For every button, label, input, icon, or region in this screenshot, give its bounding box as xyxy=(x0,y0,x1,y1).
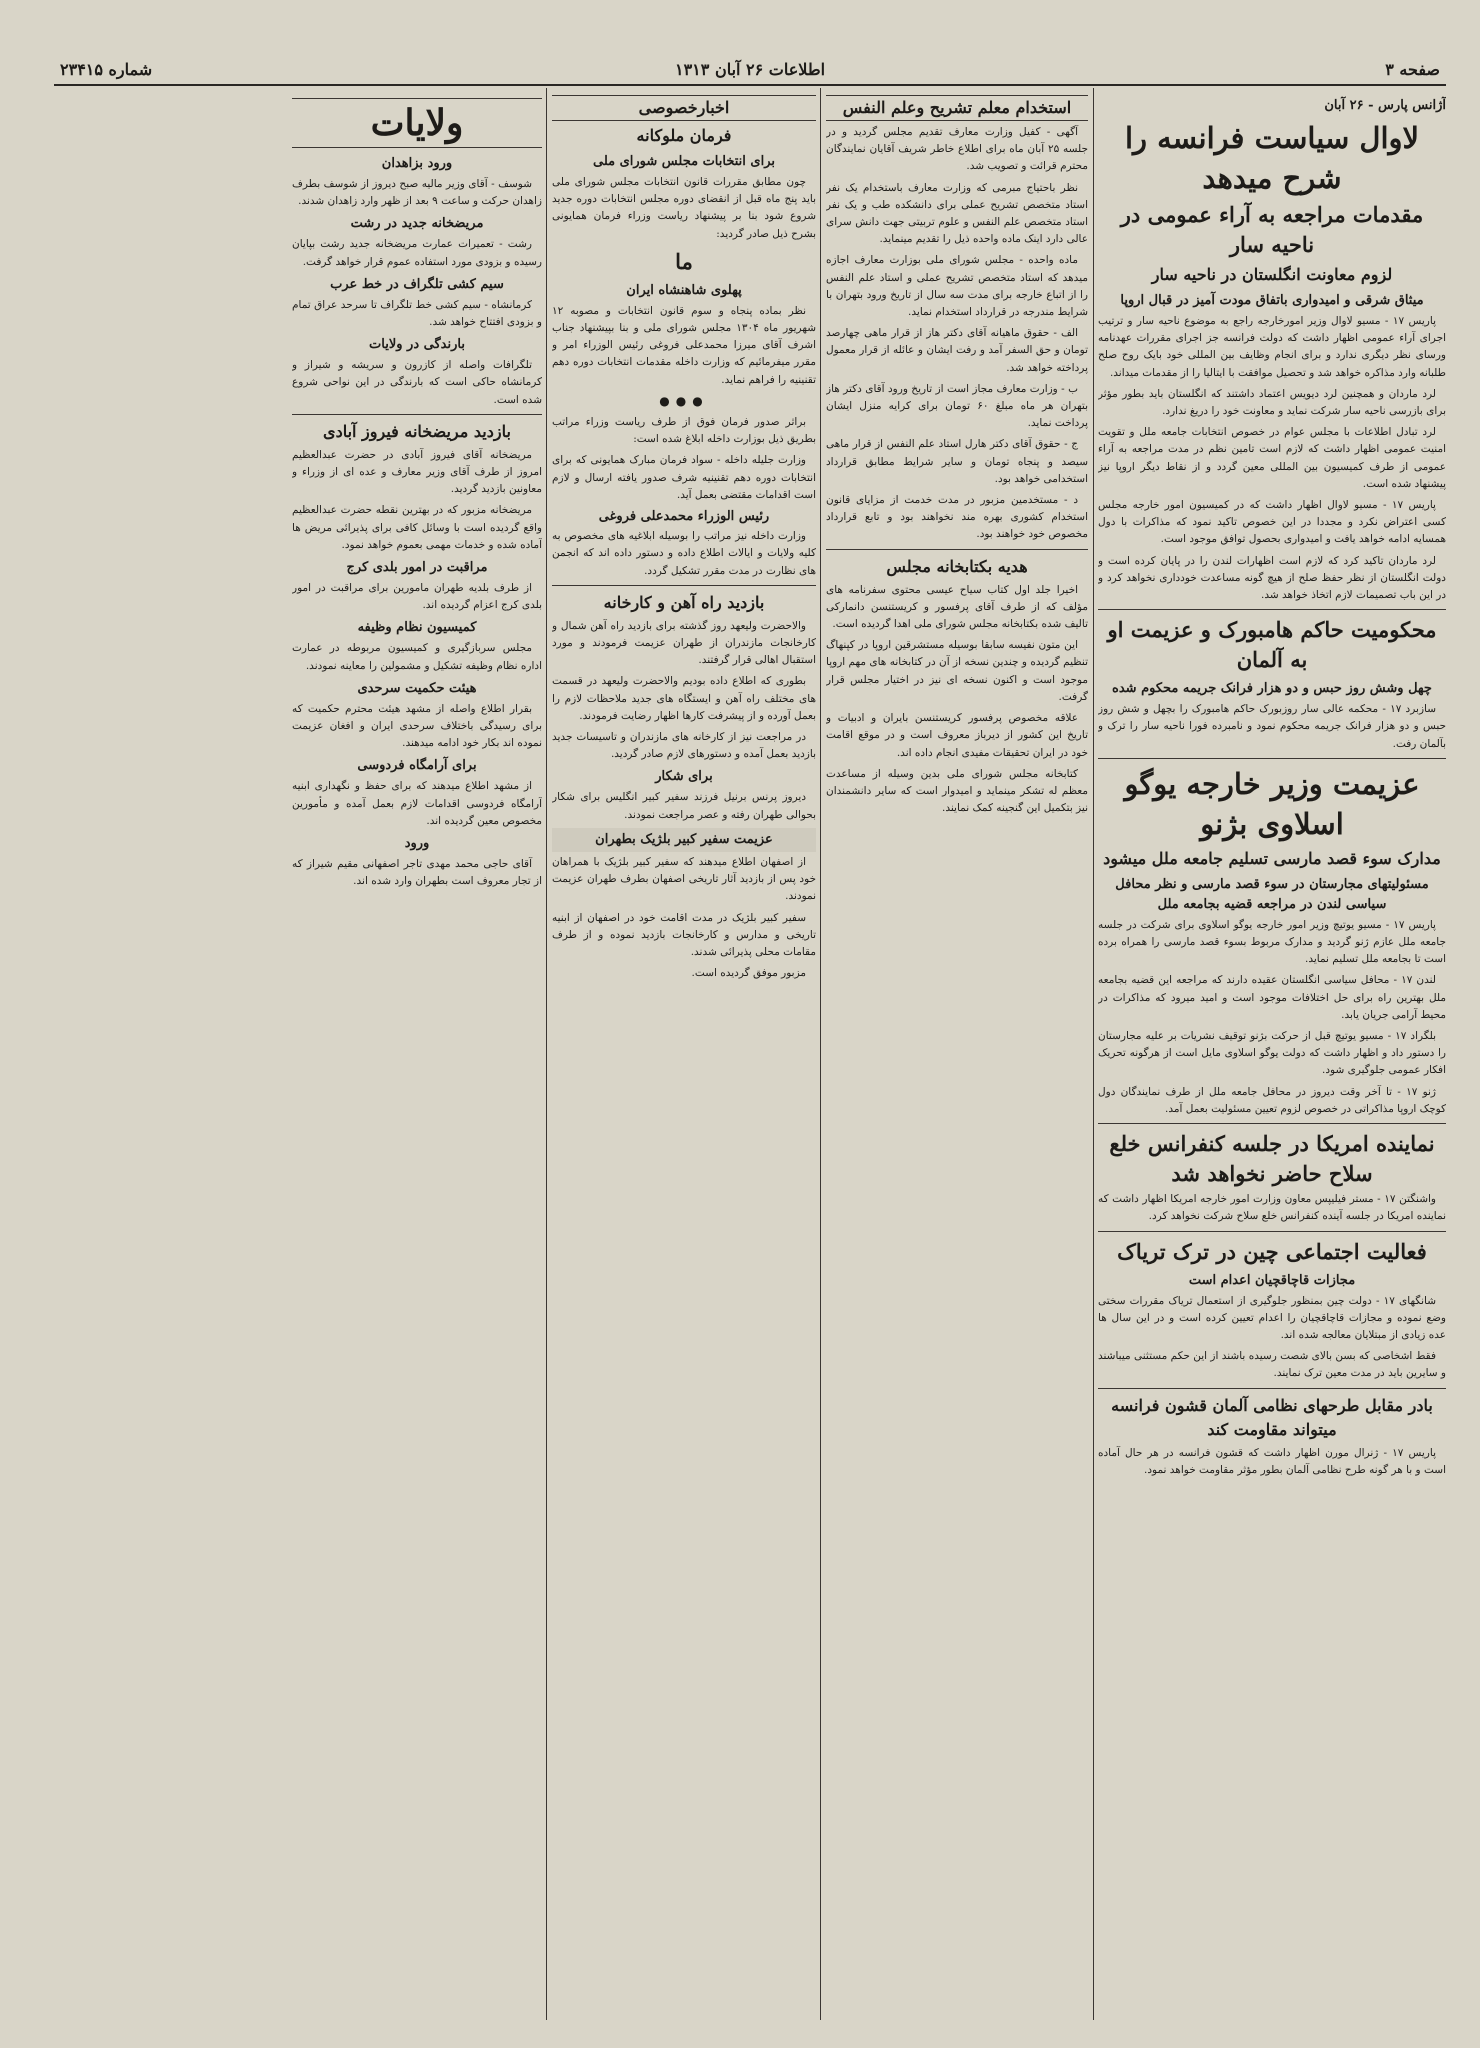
decree-ma: ما xyxy=(675,248,693,274)
article-paragraph: تلگرافات واصله از کازرون و سریشه و شیراز و کرمانشاه حاکی است که بارندگی در این نواحی شروع شده است. xyxy=(292,359,542,406)
article-paragraph: لرد ماردان تاکید کرد که لازم است اظهارات لندن را در پایان کرده است و دولت انگلستان از نظر حفظ صلح از هیچ گونه مساعدت خودداری نخواهد کرد و در این باب تصمیمات لازم اتخاذ خواهد شد. xyxy=(1098,554,1446,602)
article-paragraph: مریضخانه مزبور که در بهترین نقطه حضرت عبدالعظیم واقع گردیده است با وسائل کافی برای پذیرائی مریض ها آماده شده و خدمات مهمی بعموم خواهد نمود. xyxy=(292,504,542,551)
column-private-news xyxy=(552,92,816,2018)
section-provinces: ولایات xyxy=(292,98,542,148)
dateline: آژانس پارس - ۲۶ آبان xyxy=(1324,98,1446,113)
divider xyxy=(1098,1231,1446,1232)
headline-ferdowsi: برای آرامگاه فردوسی xyxy=(357,758,477,774)
headline-arrival: ورود xyxy=(404,836,430,852)
subhead-eastern-pact: میثاق شرقی و امیدواری باتفاق مودت آمیز در قبال اروپا xyxy=(1120,293,1424,308)
subhead-sentence: چهل وشش روز حبس و دو هزار فرانک جریمه محکوم شده xyxy=(1112,681,1432,697)
article-paragraph: بلگراد ۱۷ - مسیو یوتیچ قبل از حرکت بژنو توقیف نشریات بر علیه مجارستان را دستور داد و اظهار داشت که دولت یوگو اسلاوی مایل است از هرگونه تحریک افکار عمومی جلوگیری شود. xyxy=(1098,1030,1446,1077)
headline-french-army: بادر مقابل طرحهای نظامی آلمان قشون فرانسه میتواند مقاومت کند xyxy=(1111,1395,1433,1439)
page-number: صفحه ۳ xyxy=(1385,60,1440,79)
column-provinces xyxy=(292,92,542,2018)
article-paragraph: وزارت داخله نیز مراتب را بوسیله ابلاغیه های مخصوص به کلیه ولایات و ایالات اطلاع داده و دستور داده اند که انجمن های نظارت در مدت مقرر تشکیل گردد. xyxy=(552,530,816,577)
article-paragraph: آقای حاجی محمد مهدی تاجر اصفهانی مقیم شیراز که از تجار معروف است بطهران وارد شده اند. xyxy=(292,858,542,888)
article-paragraph: لندن ۱۷ - محافل سیاسی انگلستان عقیده دارند که مراجعه این قضیه بجامعه ملل بهترین راه برای حل اختلافات موجود است و امید میرود که مذاکرات در محیط آرامی جریان یابد. xyxy=(1098,974,1446,1021)
divider xyxy=(1098,1123,1446,1124)
subhead-elections: برای انتخابات مجلس شورای ملی xyxy=(592,154,775,169)
article-paragraph: از اصفهان اطلاع میدهند که سفیر کبیر بلژیک با همراهان خود پس از بازدید آثار تاریخی اصفهان بطرف طهران عزیمت نمودند. xyxy=(552,855,816,903)
column-rule xyxy=(546,88,547,2020)
headline-yugoslav: عزیمت وزیر خارجه یوگو اسلاوی بژنو xyxy=(1124,766,1420,841)
divider xyxy=(292,414,542,415)
article-paragraph: در مراجعت نیز از کارخانه های مازندران و تاسیسات جدید بازدید بعمل آمده و دستورهای لازم صادر گردید. xyxy=(552,731,816,761)
article-paragraph: سازبرد ۱۷ - محکمه عالی سار روزبورک حاکم هامبورک را بچهل و شش روز حبس و دو هزار فرانک جریمه محکوم نمود و نامبرده فورا ناحیه سار را ترک و بآلمان رفت. xyxy=(1098,703,1446,750)
decree-title: پهلوی شاهنشاه ایران xyxy=(626,282,742,298)
article-paragraph: سفیر کبیر بلژیک در مدت اقامت خود در اصفهان از ابنیه تاریخی و مدارس و کارخانجات بازدید نموده و از طرف مقامات محلی پذیرائی شدند. xyxy=(552,911,816,958)
article-paragraph: پاریس ۱۷ - مسیو یوتیچ وزیر امور خارجه یوگو اسلاوی برای شرکت در جلسه جامعه ملل عازم ژنو گردید و مدارک مربوط بسوء قصد مارسی را همراه برده است تا بجامعه ملل تسلیم نماید. xyxy=(1098,918,1446,966)
headline-china: فعالیت اجتماعی چین در ترک تریاک xyxy=(1117,1238,1427,1264)
ornament: ●●● xyxy=(659,393,709,408)
headline-royal-decree: فرمان ملوکانه xyxy=(636,126,732,145)
article-paragraph: براثر صدور فرمان فوق از طرف ریاست وزراء مراتب بطریق ذیل بوزارت داخله ابلاغ شده است: xyxy=(552,416,816,446)
article-paragraph: علاقه مخصوص پرفسور کریستنسن بایران و ادبیات و تاریخ این کشور از دیرباز معروف است و در موقع اقامت خود در ایران تحقیقات مفیدی انجام داده اند. xyxy=(826,712,1088,759)
divider xyxy=(826,549,1088,550)
masthead xyxy=(54,58,1446,86)
subhead-smugglers: مجازات قاچاقچیان اعدام است xyxy=(1188,1272,1356,1288)
divider xyxy=(1098,1388,1446,1389)
article-paragraph: آگهی - کفیل وزارت معارف تقدیم مجلس گردید و در جلسه ۲۵ آبان ماه برای اطلاع خاطر شریف آقایان نمایندگان محترم قرائت و تصویب شد. xyxy=(826,126,1088,173)
article-paragraph: کتابخانه مجلس شورای ملی بدین وسیله از مساعدت معظم له تشکر مینماید و امیدوار است که سایر دانشمندان نیز بتکمیل این گنجینه کمک نمایند. xyxy=(826,767,1088,815)
article-paragraph: ب - وزارت معارف مجاز است از تاریخ ورود آقای دکتر هاز بتهران هر ماه مبلغ ۶۰ تومان برای کرایه منزل ایشان پرداخت نماید. xyxy=(826,382,1088,430)
headline-rasht-hospital: مریضخانه جدید در رشت xyxy=(350,216,484,232)
article-paragraph: پاریس ۱۷ - ژنرال مورن اظهار داشت که قشون فرانسه در هر حال آماده است و با هر گونه طرح نظامی آلمان بطور مؤثر مقاومت خواهد نمود. xyxy=(1098,1446,1446,1476)
article-paragraph: فقط اشخاصی که بسن بالای شصت رسیده باشند از این حکم مستثنی میباشند و سایرین باید در مدت معین ترک نمایند. xyxy=(1098,1350,1446,1380)
headline-conscription: کمیسیون نظام وظیفه xyxy=(357,620,477,636)
article-paragraph: مزبور موفق گردیده است. xyxy=(691,967,806,980)
headline-telegraph: سیم کشی تلگراف در خط عرب xyxy=(330,276,504,292)
headline-firuzabadi-hospital: بازدید مریضخانه فیروز آبادی xyxy=(323,421,511,441)
headline-hunting: برای شکار xyxy=(655,769,713,785)
headline-karaj: مراقبت در امور بلدی کرج xyxy=(346,560,488,576)
divider xyxy=(1098,609,1446,610)
column-education xyxy=(826,92,1088,2018)
article-paragraph: بطوری که اطلاع داده بودیم والاحضرت ولیعهد در قسمت های مختلف راه آهن و ایستگاه های جدید ملاحظات لازم را بعمل آورده و از پیشرفت کارها اظهار رضایت فرمودند. xyxy=(552,675,816,722)
signature: رئیس الوزراء محمدعلی فروغی xyxy=(598,509,770,525)
headline-rainfall: بارندگی در ولایات xyxy=(369,337,465,353)
article-paragraph: مریضخانه آقای فیروز آبادی در حضرت عبدالعظیم امروز از طرف آقای وزیر معارف و عده ای از وزراء و معاونین بازدید گردید. xyxy=(292,448,542,496)
article-paragraph: شانگهای ۱۷ - دولت چین بمنظور جلوگیری از استعمال تریاک مقررات سختی وضع نموده و مجازات قاچاقچیان را اعدام تعیین کرده است و در این سال ها عده زیادی از مبتلایان معالجه شده اند. xyxy=(1098,1294,1446,1341)
headline-hamburg: محکومیت حاکم هامبورک و عزیمت او به آلمان xyxy=(1107,617,1437,673)
headline-railway: بازدید راه آهن و کارخانه xyxy=(603,592,765,612)
article-paragraph: بقرار اطلاع واصله از مشهد هیئت محترم حکمیت که برای رسیدگی باختلاف سرحدی ایران و افغان عزیمت نموده اند بکار خود ادامه میدهند. xyxy=(292,702,542,750)
subhead-hungary: مسئولیتهای مجارستان در سوء قصد مارسی و نظر محافل سیاسی لندن در مراجعه قضیه بجامعه ملل xyxy=(1115,876,1429,912)
article-paragraph: کرمانشاه - سیم کشی خط تلگراف تا سرحد عراق تمام و بزودی افتتاح خواهد شد. xyxy=(292,298,542,329)
article-paragraph: ژنو ۱۷ - تا آخر وقت دیروز در محافل جامعه ملل از طرف نمایندگان دول کوچک اروپا مذاکراتی در خصوص لزوم تعیین مسئولیت بعمل آمد. xyxy=(1098,1085,1446,1115)
headline-laval: لاوال سیاست فرانسه را شرح میدهد xyxy=(1124,121,1420,195)
article-paragraph: نظر باحتیاج مبرمی که وزارت معارف باستخدام یک نفر استاد متخصص تشریح عملی برای دانشکده طب و یک نفر استاد متخصص علم النفس و علوم تربیتی جهت دانش سرای عالی دارد اینک ماده واحده ذیل را تقدیم مینماید. xyxy=(826,181,1088,246)
column-rule xyxy=(820,88,821,2020)
article-paragraph: واشنگتن ۱۷ - مستر فیلیپس معاون وزارت امور خارجه امریکا اظهار داشت که نماینده امریکا در جلسه آینده کنفرانس خلع سلاح شرکت نخواهد کرد. xyxy=(1098,1193,1446,1223)
divider xyxy=(1098,758,1446,759)
article-paragraph: چون مطابق مقررات قانون انتخابات مجلس شورای ملی باید پنج ماه قبل از انقضای دوره مجلس انتخابات دوره جدید شروع شود بنا بر پیشنهاد ریاست وزراء فرمان همایونی بشرح ذیل صادر گردید: xyxy=(552,176,816,240)
article-paragraph: د - مستخدمین مزبور در مدت خدمت از مزایای قانون استخدام کشوری بهره مند نخواهند بود و تابع قرارداد مخصوص خود خواهند بود. xyxy=(826,494,1088,541)
article-paragraph: این متون نفیسه سابقا بوسیله مستشرقین اروپا در کپنهاگ تنظیم گردیده و چندین نسخه از آن در کتابخانه های مهم اروپا موجود است و اکنون نسخه ای نیز در اختیار مجلس قرار گرفت. xyxy=(826,639,1088,703)
article-paragraph: از مشهد اطلاع میدهند که برای حفظ و نگهداری ابنیه آرامگاه فردوسی اقدامات لازم بعمل آمده و مأمورین مخصوص معین گردیده اند. xyxy=(292,780,542,827)
headline-hiring: استخدام معلم تشریح وعلم النفس xyxy=(826,95,1088,121)
article-paragraph: نظر بماده پنجاه و سوم قانون انتخابات و مصوبه ۱۲ شهریور ماه ۱۳۰۴ مجلس شورای ملی و بنا بپیشنهاد جناب اشرف آقای میرزا محمدعلی فروغی رئیس الوزراء امر و مقرر میفرمائیم که وزارت داخله مقدمات انتخابات دوره دهم تقنینیه را فراهم نماید. xyxy=(552,304,816,386)
article-paragraph: از طرف بلدیه طهران مامورین برای مراقبت در امور بلدی کرج اعزام گردیده اند. xyxy=(292,582,542,612)
column-rule xyxy=(1093,88,1094,2020)
issue-date: اطلاعات ۲۶ آبان ۱۳۱۳ xyxy=(674,60,826,79)
column-foreign-news xyxy=(1098,92,1446,2018)
headline-america: نماینده امریکا در جلسه کنفرانس خلع سلاح حاضر نخواهد شد xyxy=(1109,1131,1435,1187)
subhead-saar: مقدمات مراجعه به آراء عمومی در ناحیه سار xyxy=(1120,202,1424,257)
article-paragraph: ماده واحده - مجلس شورای ملی بوزارت معارف اجازه میدهد که استاد متخصص تشریح عملی و استاد علم النفس را از اتباع خارجه برای مدت سه سال از تاریخ ورود بتهران با شرایط مندرجه در قرارداد استخدام نماید. xyxy=(826,254,1088,319)
article-paragraph: ج - حقوق آقای دکتر هارل استاد علم النفس از قرار ماهی سیصد و پنجاه تومان و سایر شرایط مطابق قرارداد استخدامی خواهد بود. xyxy=(826,438,1088,485)
article-paragraph: پاریس ۱۷ - مسیو لاوال وزیر امورخارجه راجع به موضوع ناحیه سار و ترتیب اجرای آراء عمومی اظهار داشت که دولت فرانسه جز اجرای مقررات عهدنامه ورسای نظر دیگری ندارد و برای انجام وظایف بین المللی خود بایک روح صلح طلبانه وارد مذاکره خواهد شد و تحصیل موافقت با ایتالیا را از مقدمات میداند. xyxy=(1098,315,1446,379)
headline-border-commission: هیئت حکمیت سرحدی xyxy=(357,680,477,696)
headline-zahedan: ورود بزاهدان xyxy=(381,156,453,171)
article-paragraph: مجلس سربازگیری و کمیسیون مربوطه در عمارت اداره نظام وظیفه تشکیل و مشمولین را معاینه نمودند. xyxy=(292,642,542,672)
divider xyxy=(552,585,816,586)
article-paragraph: پاریس ۱۷ - مسیو لاوال اظهار داشت که در کمیسیون امور خارجه مجلس کسی اعتراض نکرد و مجددا در این خصوص تاکید نمود که مذاکرات با دول همسایه ادامه خواهد یافت و امیدواری بحصول توافق موجود است. xyxy=(1098,499,1446,546)
article-paragraph: شوسف - آقای وزیر مالیه صبح دیروز از شوسف بطرف زاهدان حرکت و ساعت ۹ بعد از ظهر وارد زاهدان شدند. xyxy=(292,178,542,208)
section-private-news: اخبارخصوصی xyxy=(552,95,816,121)
article-paragraph: الف - حقوق ماهیانه آقای دکتر هاز از قرار ماهی چهارصد تومان و حق السفر آمد و رفت ایشان و عائله از قرار معمول پرداخته خواهد شد. xyxy=(826,327,1088,374)
article-paragraph: دیروز پرنس برنیل فرزند سفیر کبیر انگلیس برای شکار بحوالی طهران رفته و عصر مراجعت نمودند. xyxy=(552,791,816,821)
article-paragraph: لرد ماردان و همچنین لرد دیویس اعتماد داشتند که انگلستان باید بطور مؤثر برای بازرسی ناحیه سار شرکت نماید و معاونت خود را دریغ ندارد. xyxy=(1098,387,1446,418)
article-paragraph: رشت - تعمیرات عمارت مریضخانه جدید رشت بپایان رسیده و بزودی مورد استفاده عموم قرار خواهد گرفت. xyxy=(292,238,542,268)
issue-number: شماره ۲۳۴۱۵ xyxy=(60,60,153,79)
headline-library-gift: هدیه بکتابخانه مجلس xyxy=(886,556,1028,576)
subhead-marseille: مدارک سوء قصد مارسی تسلیم جامعه ملل میشود xyxy=(1103,848,1441,868)
article-paragraph: اخیرا جلد اول کتاب سیاح عیسی محتوی سفرنامه های مؤلف که از طرف آقای پرفسور و کریستنسن دانمارکی تالیف شده بکتابخانه مجلس شورای ملی اهدا گردیده است. xyxy=(826,583,1088,631)
article-paragraph: لرد تبادل اطلاعات با مجلس عوام در خصوص انتخابات جامعه ملل و تقویت امنیت عمومی اظهار داشت که لازم است تامین نظم در مدت مراجعه به آراء عمومی از طرف کمیسیون بین المللی معین گردد و از نقاط دیگر اروپا نیز پیشنهاد شده است. xyxy=(1098,426,1446,490)
headline-belgian-ambassador: عزیمت سفیر کبیر بلژیک بطهران xyxy=(552,828,816,852)
article-paragraph: والاحضرت ولیعهد روز گذشته برای بازدید راه آهن شمال و کارخانجات مازندران از طهران عزیمت فرمودند و مورد استقبال اهالی قرار گرفتند. xyxy=(552,619,816,667)
subhead-england: لزوم معاونت انگلستان در ناحیه سار xyxy=(1151,265,1393,284)
article-paragraph: وزارت جلیله داخله - سواد فرمان مبارک همایونی که برای انتخابات دوره دهم تقنینیه شرف صدور یافته ارسال و لازم است اقدامات مقتضی بعمل آید. xyxy=(552,454,816,501)
